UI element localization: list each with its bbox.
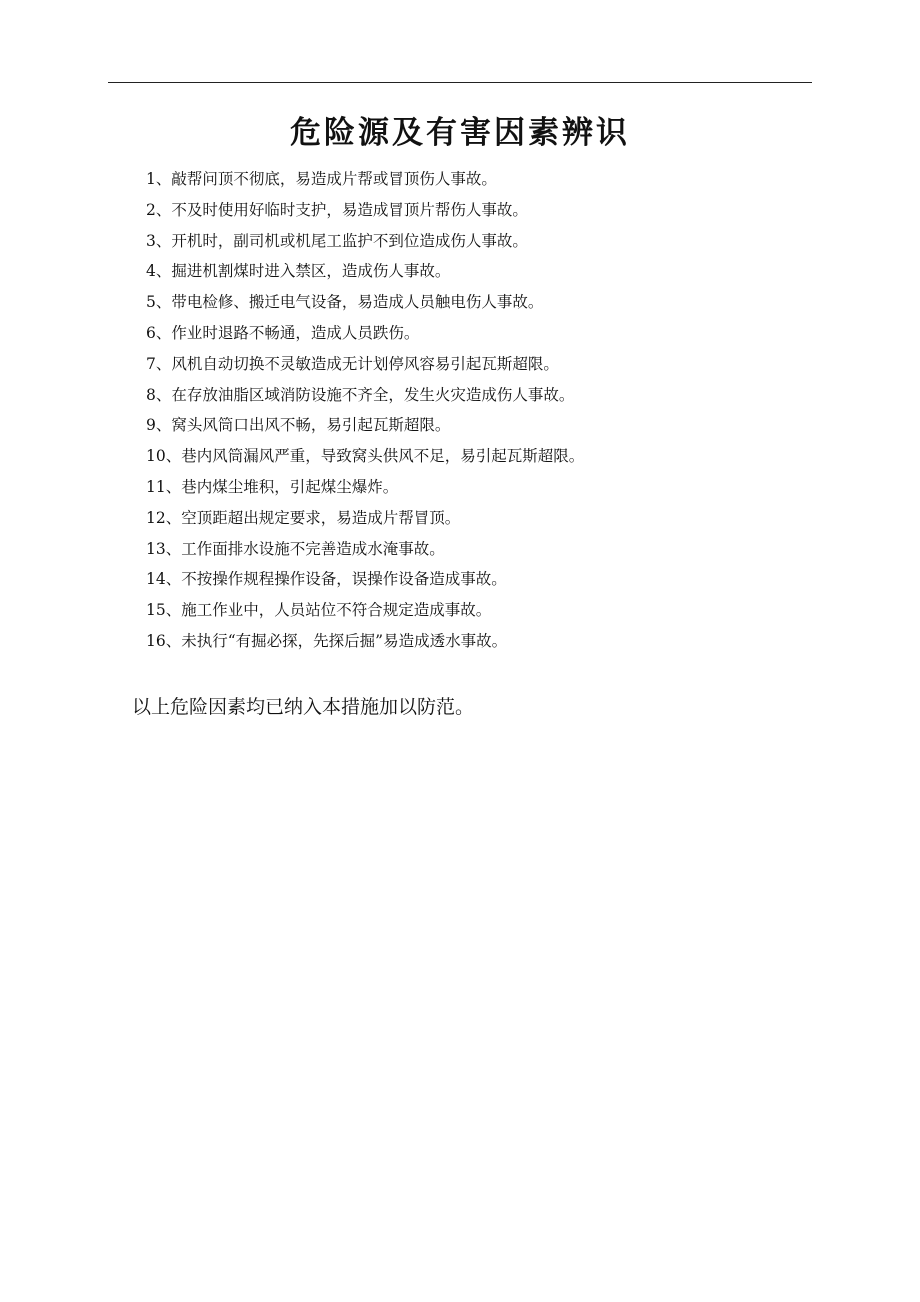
hazard-item-12: 12、空顶距超出规定要求，易造成片帮冒顶。 [146,508,461,527]
hazard-item-15: 15、施工作业中，人员站位不符合规定造成事故。 [146,601,492,620]
hazard-item-7: 7、风机自动切换不灵敏造成无计划停风容易引起瓦斯超限。 [146,354,559,373]
hazard-item-3: 3、开机时，副司机或机尾工监护不到位造成伤人事故。 [146,231,528,250]
hazard-item-2: 2、不及时使用好临时支护，易造成冒顶片帮伤人事故。 [146,200,528,219]
hazard-item-6: 6、作业时退路不畅通，造成人员跌伤。 [146,323,420,342]
hazard-item-8: 8、在存放油脂区域消防设施不齐全，发生火灾造成伤人事故。 [146,385,575,404]
hazard-item-14: 14、不按操作规程操作设备，误操作设备造成事故。 [146,570,507,589]
hazard-item-5: 5、带电检修、搬迁电气设备，易造成人员触电伤人事故。 [146,293,544,312]
hazard-list [146,164,584,657]
hazard-item-11: 11、巷内煤尘堆积，引起煤尘爆炸。 [146,477,399,496]
hazard-item-1: 1、敲帮问顶不彻底，易造成片帮或冒顶伤人事故。 [146,170,497,188]
page-title: 危险源及有害因素辨识 [290,115,630,151]
hazard-item-4: 4、掘进机割煤时进入禁区，造成伤人事故。 [146,262,451,281]
hazard-item-16: 16、未执行“有掘必探，先探后掘”易造成透水事故。 [146,631,508,650]
conclusion-text: 以上危险因素均已纳入本措施加以防范。 [132,696,475,718]
hazard-item-9: 9、窝头风筒口出风不畅，易引起瓦斯超限。 [146,416,451,435]
hazard-item-13: 13、工作面排水设施不完善造成水淹事故。 [146,539,445,558]
header-rule [108,82,812,83]
hazard-item-10: 10、巷内风筒漏风严重，导致窝头供风不足，易引起瓦斯超限。 [146,447,585,466]
